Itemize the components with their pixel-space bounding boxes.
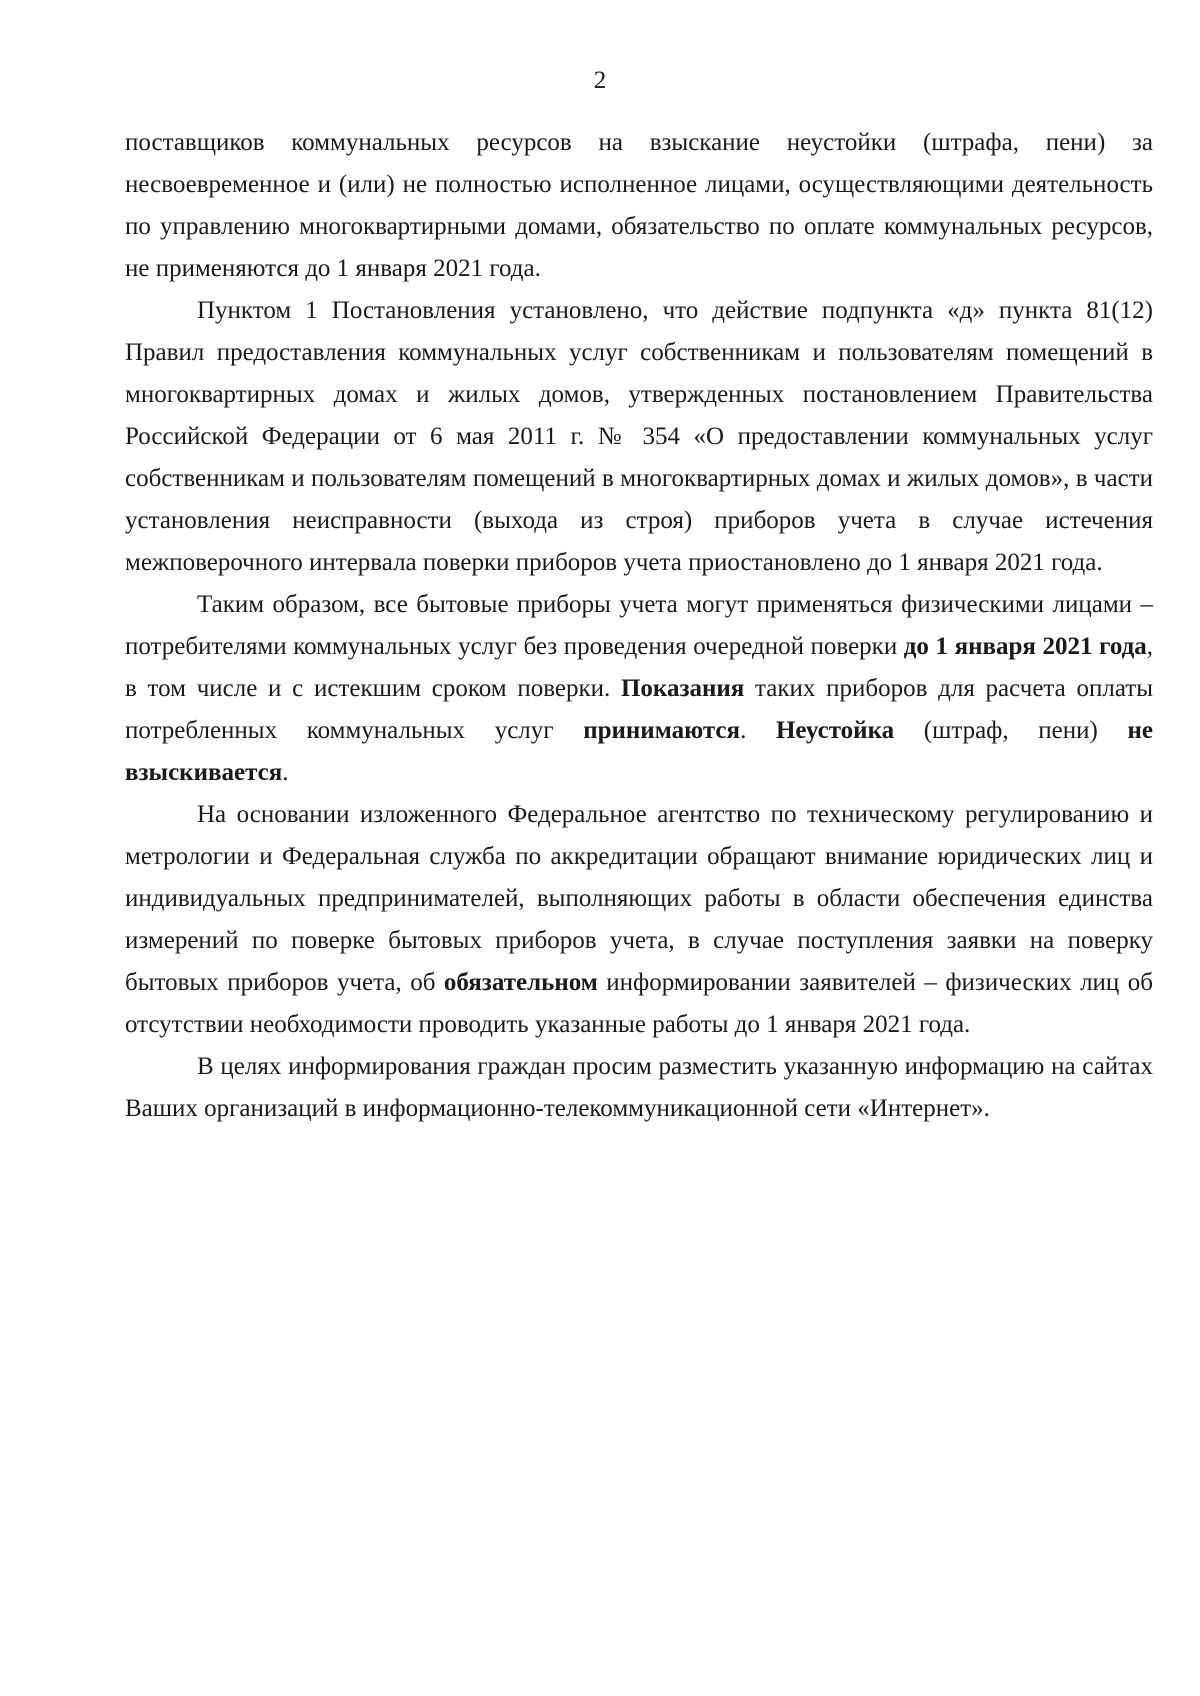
paragraph-text: В целях информирования граждан просим разместить указанную информацию на сайтах Ваших организаций в информационно-телекоммуникационной сети «Интернет». [125, 1053, 1153, 1122]
letter-body [125, 122, 1153, 1130]
emphasized-text: обязательном [443, 969, 598, 996]
paragraph-utility-penalty-suspension [125, 122, 1153, 290]
emphasized-text: Показания [620, 675, 745, 702]
paragraph-text: поставщиков коммунальных ресурсов на взыскание неустойки (штрафа, пени) за несвоевременное и (или) не полностью исполненное лицами, осуществляющими деятельность по управлению многоквартирными домами, обязательство по оплате коммунальных ресурсов, не применяются до 1 января 2021 года. [125, 129, 1153, 282]
paragraph-text: , в том числе и с истекшим сроком поверки. [125, 633, 1153, 702]
paragraph-text: На основании изложенного Федеральное агентство по техническому регулированию и метрологии и Федеральная служба по аккредитации обращают внимание юридических лиц и индивидуальных предпринимателей, выполняющих работы в области обеспечения единства измерений по поверке бытовых приборов учета, в случае поступления заявки на поверку бытовых приборов учета, об [125, 801, 1153, 996]
paragraph-publication-request [125, 1046, 1153, 1130]
paragraph-text: . [740, 717, 776, 744]
paragraph-text: . [282, 759, 289, 786]
paragraph-notice-to-verifiers [125, 794, 1153, 1046]
paragraph-text: Таким образом, все бытовые приборы учета могут применяться физическими лицами – потребителями коммунальных услуг без проведения очередной поверки [125, 591, 1153, 660]
emphasized-text: Неустойка [775, 717, 895, 744]
paragraph-text: (штраф, пени) [894, 717, 1128, 744]
emphasized-text: до 1 января 2021 года [903, 633, 1147, 660]
paragraph-text: таких приборов для расчета оплаты потребленных коммунальных услуг [125, 675, 1153, 744]
emphasized-text: не взыскивается [125, 717, 1153, 786]
emphasized-text: принимаются [583, 717, 741, 744]
paragraph-meter-readings-accepted [125, 584, 1153, 794]
paragraph-text: информировании заявителей – физических лиц об отсутствии необходимости проводить указанные работы до 1 января 2021 года. [125, 969, 1154, 1038]
page-number: 2 [593, 67, 607, 94]
paragraph-meter-fault-rule-suspension [125, 290, 1153, 584]
paragraph-text: Пунктом 1 Постановления установлено, что действие подпункта «д» пункта 81(12) Правил предоставления коммунальных услуг собственникам и пользователям помещений в многоквартирных домах и жилых домов, утвержденных постановлением Правительства Российской Федерации от 6 мая 2011 г. № 354 «О предоставлении коммунальных услуг собственникам и пользователям помещений в многоквартирных домах и жилых домов», в части установления неисправности (выхода из строя) приборов учета в случае истечения межповерочного интервала поверки приборов учета приостановлено до 1 января 2021 года. [125, 297, 1153, 576]
